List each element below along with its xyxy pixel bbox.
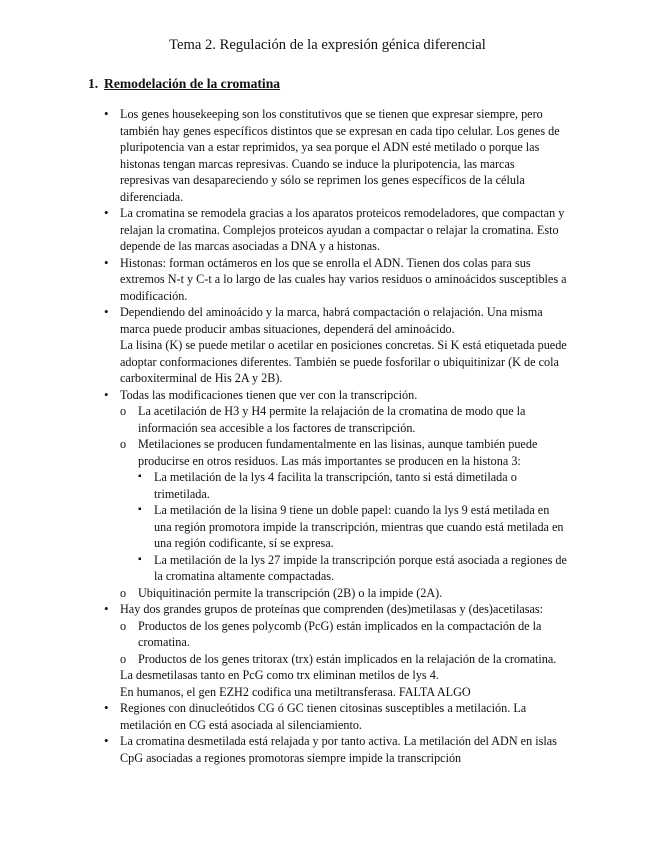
section-heading-text: Remodelación de la cromatina	[104, 76, 281, 91]
list-item	[102, 733, 567, 766]
sub-list	[120, 403, 567, 601]
sub-sub-list-item	[138, 469, 567, 502]
bullet-text: • Hay dos grandes grupos de proteínas que comprenden (des)metilasas y (des)acetilasas:	[120, 602, 544, 616]
sub-sub-item-text: ▪ La metilación de la lisina 9 tiene un doble papel: cuando la lys 9 está metilada en una región promotora impide la transcripción, mientras que cuando está metilada en una región codificante, sí se expresa.	[154, 503, 564, 550]
section-heading	[88, 75, 280, 93]
sub-sub-list	[138, 469, 567, 585]
sub-sub-item-text: ▪ La metilación de la lys 4 facilita la transcripción, tanto si está dimetilada o trimetilada.	[154, 470, 517, 501]
bullet-text: • La cromatina se remodela gracias a los aparatos proteicos remodeladores, que compactan y relajan la cromatina. Complejos proteicos ayudan a compactar o relajar la cromatina. Esto depende de las marcas asociadas a DNA y a histonas.	[120, 206, 565, 253]
bullet-text: • Dependiendo del aminoácido y la marca, habrá compactación o relajación. Una misma marca puede producir ambas situaciones, dependerá del aminoácido.	[120, 305, 543, 336]
sub-list-item	[120, 651, 567, 668]
sub-sub-list-item	[138, 502, 567, 552]
list-item	[102, 106, 567, 205]
bullet-text: • Los genes housekeeping son los constitutivos que se tienen que expresar siempre, pero también hay genes específicos distintos que se expresan en cada tipo celular. Los genes de pluripotencia van a estar reprimidos, ya sea porque el ADN esté metilado o porque las histonas tengan marcas represivas. Cuando se induce la pluripotencia, las marcas represivas van desapareciendo y sólo se reprimen los genes específicos de la célula diferenciada.	[120, 107, 560, 204]
sub-sub-list-item	[138, 552, 567, 585]
list-item	[102, 304, 567, 387]
list-item	[102, 255, 567, 305]
sub-list-item	[120, 618, 567, 651]
bullet-text: • La cromatina desmetilada está relajada y por tanto activa. La metilación del ADN en islas CpG asociadas a regiones promotoras siempre impide la transcripción	[120, 734, 557, 765]
list-item	[102, 601, 567, 700]
list-item	[102, 387, 567, 602]
document-title: Tema 2. Regulación de la expresión génica diferencial	[169, 37, 486, 53]
sub-item-text: o Productos de los genes tritorax (trx) están implicados en la relajación de la cromatina.	[138, 651, 557, 666]
sub-list-item	[120, 585, 567, 602]
section-number: 1.	[88, 76, 99, 91]
bullet-list	[102, 106, 567, 766]
list-item	[102, 205, 567, 255]
sub-item-text: o Ubiquitinación permite la transcripción (2B) o la impide (2A).	[138, 585, 443, 600]
sub-item-text: o La acetilación de H3 y H4 permite la relajación de la cromatina de modo que la información sea accesible a los factores de transcripción.	[138, 404, 526, 435]
bullet-text: • Regiones con dinucleótidos CG ó GC tienen citosinas susceptibles a metilación. La metilación en CG está asociada al silenciamiento.	[120, 701, 527, 732]
sub-list	[120, 618, 567, 668]
bullet-continuation: La desmetilasas tanto en PcG como trx eliminan metilos de lys 4.	[120, 668, 439, 682]
bullet-continuation: La lisina (K) se puede metilar o acetilar en posiciones concretas. Si K está etiquetada puede adoptar conformaciones diferentes. También se puede fosforilar o ubiquitinizar (K de cola carboxiterminal de His 2A y 2B).	[120, 338, 567, 385]
sub-item-text: o Metilaciones se producen fundamentalmente en las lisinas, aunque también puede producirse en otros residuos. Las más importantes se producen en la histona 3:	[138, 437, 538, 468]
bullet-text: • Todas las modificaciones tienen que ver con la transcripción.	[120, 387, 418, 402]
bullet-continuation: En humanos, el gen EZH2 codifica una metiltransferasa. FALTA ALGO	[120, 684, 471, 699]
sub-item-text: o Productos de los genes polycomb (PcG) están implicados en la compactación de la cromatina.	[138, 618, 542, 649]
sub-sub-item-text: ▪ La metilación de la lys 27 impide la transcripción porque está asociada a regiones de la cromatina altamente compactadas.	[154, 552, 567, 583]
sub-list-item	[120, 403, 567, 436]
sub-list-item	[120, 436, 567, 585]
list-item	[102, 700, 567, 733]
document-body	[102, 106, 567, 766]
bullet-text: • Histonas: forman octámeros en los que se enrolla el ADN. Tienen dos colas para sus extremos N-t y C-t a lo largo de las cuales hay varios residuos o aminoácidos susceptibles a modificación.	[120, 255, 567, 303]
